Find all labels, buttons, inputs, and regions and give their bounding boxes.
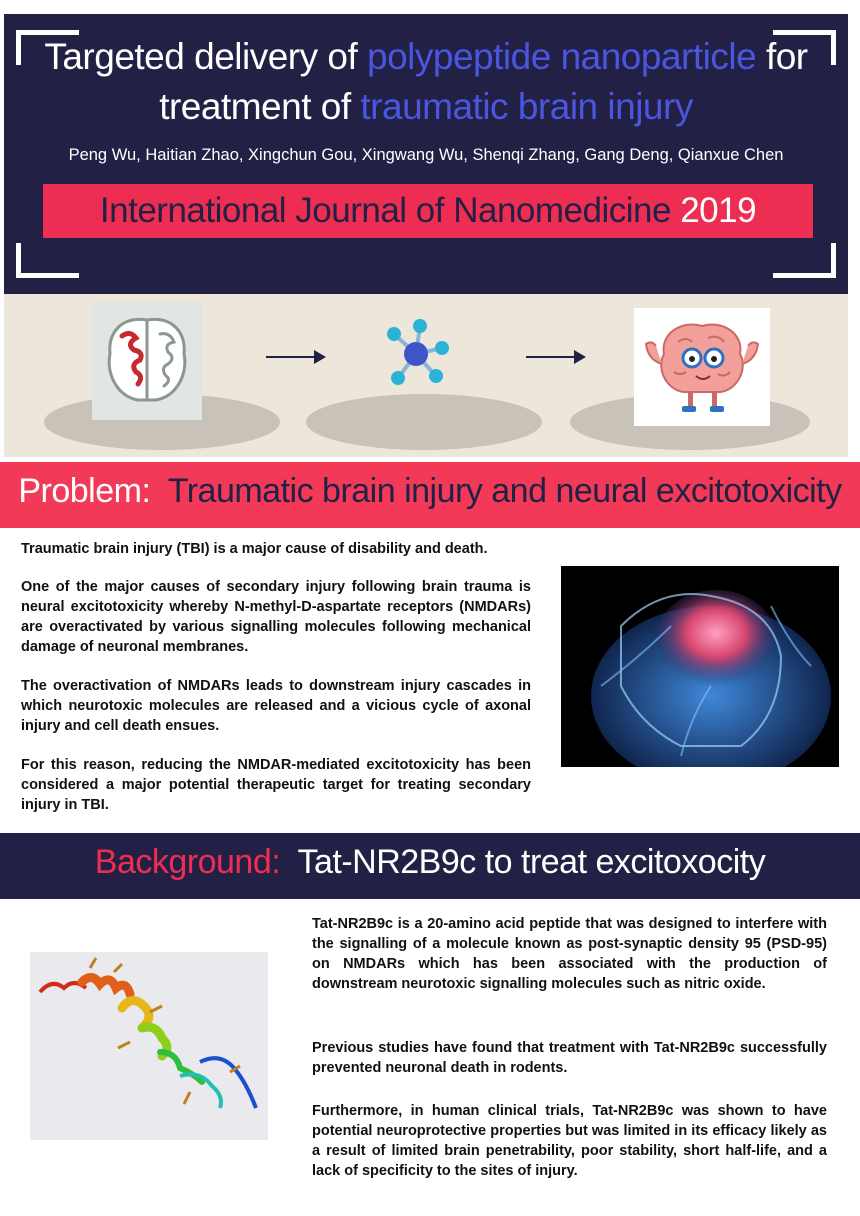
publication-year: 2019 <box>680 191 757 230</box>
title-highlight-1: polypeptide nanoparticle <box>367 36 757 77</box>
problem-paragraph-3: The overactivation of NMDARs leads to downstream injury cascades in which neurotoxic molecules are released and a vicious cycle of axonal injury and cell death ensues. <box>21 678 531 734</box>
healthy-brain-icon <box>634 308 770 426</box>
arrow-2 <box>526 356 584 358</box>
problem-heading-lead: Problem: <box>18 472 151 510</box>
healthy-brain-card <box>634 308 770 426</box>
process-graphic <box>4 294 848 457</box>
problem-paragraph-2: One of the major causes of secondary injury following brain trauma is neural excitotoxicity whereby N-methyl-D-aspartate receptors (NMDARs) are overactivated by various signalling molecules following mechanical damage of neuronal membranes. <box>21 579 531 655</box>
problem-paragraph-1: Traumatic brain injury (TBI) is a major cause of disability and death. <box>21 541 488 557</box>
background-heading-text: Tat-NR2B9c to treat excitoxocity <box>297 843 766 881</box>
background-paragraph-2: Previous studies have found that treatment with Tat-NR2B9c successfully prevented neuronal death in rodents. <box>312 1040 827 1076</box>
journal-banner <box>43 184 813 238</box>
poster-title <box>24 32 828 132</box>
background-paragraph-3: Furthermore, in human clinical trials, Tat-NR2B9c was shown to have potential neuroprotective properties but was limited in its efficacy likely as a result of limited brain penetrability, poor stability, short half-life, and a lack of specificity to the sites of injury. <box>312 1103 827 1179</box>
background-heading <box>0 843 860 882</box>
frame-corner-bottom-left <box>16 243 79 278</box>
background-heading-lead: Background: <box>94 843 281 881</box>
problem-heading-bar <box>0 462 860 528</box>
brain-injury-card <box>92 302 202 420</box>
brain-injury-icon <box>92 302 202 420</box>
peptide-structure-illustration <box>30 952 268 1140</box>
title-highlight-2: traumatic brain injury <box>360 86 693 127</box>
head-injury-photo <box>561 566 839 767</box>
title-part-1: Targeted delivery of <box>44 36 368 77</box>
head-injury-illustration <box>561 566 839 767</box>
problem-heading-text: Traumatic brain injury and neural excitotoxicity <box>167 472 842 510</box>
peptide-structure-image <box>30 952 268 1140</box>
nanoparticle-icon <box>374 316 456 396</box>
background-paragraph-1: Tat-NR2B9c is a 20-amino acid peptide that was designed to interfere with the signalling of a molecule known as post-synaptic density 95 (PSD-95) on NMDARs which has been associated with the production of downstream neurotoxic signalling molecules such as nitric oxide. <box>312 916 827 992</box>
problem-heading <box>0 472 860 511</box>
title-part-2: for treatment of <box>159 36 808 127</box>
arrow-1 <box>266 356 324 358</box>
poster-header <box>4 14 848 294</box>
author-list: Peng Wu, Haitian Zhao, Xingchun Gou, Xingwang Wu, Shenqi Zhang, Gang Deng, Qianxue Chen <box>68 146 784 164</box>
background-heading-bar <box>0 833 860 899</box>
journal-name: International Journal of Nanomedicine <box>99 191 671 230</box>
frame-corner-bottom-right <box>773 243 836 278</box>
pedestal-2 <box>306 394 542 450</box>
problem-paragraph-4: For this reason, reducing the NMDAR-mediated excitotoxicity has been considered a major potential therapeutic target for treating secondary injury in TBI. <box>21 757 531 813</box>
